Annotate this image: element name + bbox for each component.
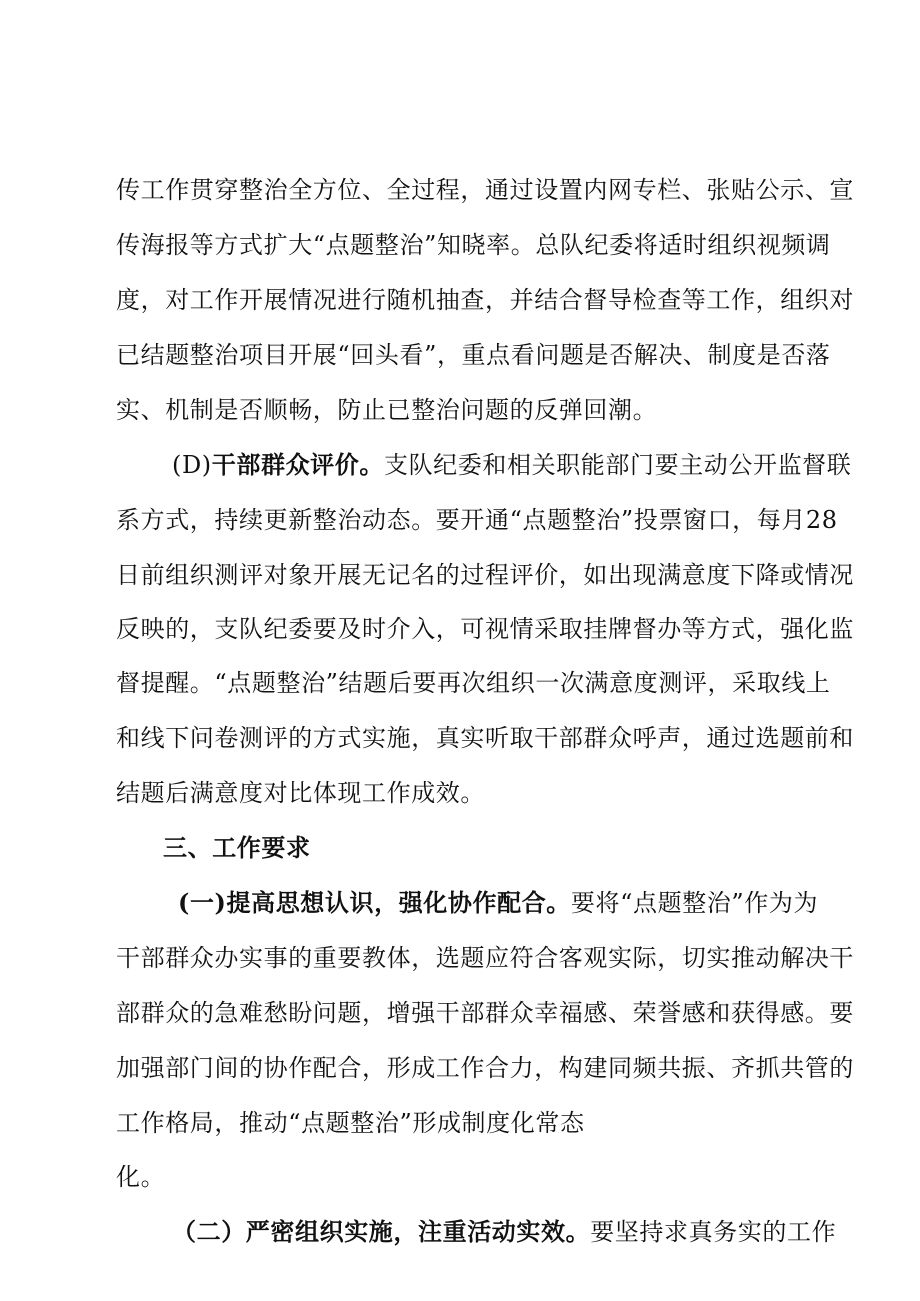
paragraph-line: 干部群众办实事的重要教体，选题应符合客观实际，切实推动解决干 bbox=[116, 944, 854, 972]
paragraph-line: 度，对工作开展情况进行随机抽查，并结合督导检查等工作，组织对 bbox=[116, 286, 854, 314]
paragraph-line: 督提醒。“点题整治”结题后要再次组织一次满意度测评，采取线上 bbox=[116, 669, 831, 697]
paragraph-line: 实、机制是否顺畅，防止已整治问题的反弹回潮。 bbox=[116, 396, 658, 424]
paragraph-text: 支队纪委和相关职能部门要主动公开监督联 bbox=[383, 451, 852, 479]
paragraph-line: 反映的，支队纪委要及时介入，可视情采取挂牌督办等方式，强化监 bbox=[116, 615, 854, 643]
paragraph-line: 日前组织测评对象开展无记名的过程评价，如出现满意度下降或情况 bbox=[116, 561, 854, 589]
paragraph-line: 系方式，持续更新整治动态。要开通“点题整治”投票窗口，每月28 bbox=[116, 506, 838, 534]
paragraph-text: 要将“点题整治”作为为 bbox=[570, 889, 819, 917]
paragraph-line: 部群众的急难愁盼问题，增强干部群众幸福感、荣誉感和获得感。要 bbox=[116, 999, 854, 1027]
paragraph-heading: （二）严密组织实施，注重活动实效。 bbox=[172, 1217, 591, 1246]
list-marker bbox=[172, 450, 384, 480]
paragraph-line: 传海报等方式扩大“点题整治”知晓率。总队纪委将适时组织视频调 bbox=[116, 231, 831, 259]
paragraph-heading: (一)提高思想认识，强化协作配合。 bbox=[178, 888, 571, 917]
section-heading: 三、工作要求 bbox=[163, 833, 311, 862]
paragraph-line: 工作格局，推动“点题整治”形成制度化常态 bbox=[116, 1109, 585, 1137]
paragraph-line: 结题后满意度对比体现工作成效。 bbox=[116, 779, 485, 807]
paragraph-line: 传工作贯穿整治全方位、全过程，通过设置内网专栏、张贴公示、宣 bbox=[116, 176, 854, 204]
paragraph-line: 化。 bbox=[116, 1163, 166, 1191]
marker-text: (D) bbox=[172, 451, 212, 479]
paragraph-first-line bbox=[178, 888, 819, 918]
paragraph-first-line bbox=[172, 450, 852, 480]
paragraph-first-line bbox=[172, 1217, 837, 1247]
paragraph-line: 已结题整治项目开展“回头看”，重点看问题是否解决、制度是否落 bbox=[116, 341, 831, 369]
paragraph-line: 和线下问卷测评的方式实施，真实听取干部群众呼声，通过选题前和 bbox=[116, 724, 854, 752]
paragraph-text: 要坚持求真务实的工作 bbox=[590, 1218, 837, 1246]
paragraph-heading: 干部群众评价。 bbox=[211, 450, 384, 479]
paragraph-line: 加强部门间的协作配合，形成工作合力，构建同频共振、齐抓共管的 bbox=[116, 1054, 854, 1082]
